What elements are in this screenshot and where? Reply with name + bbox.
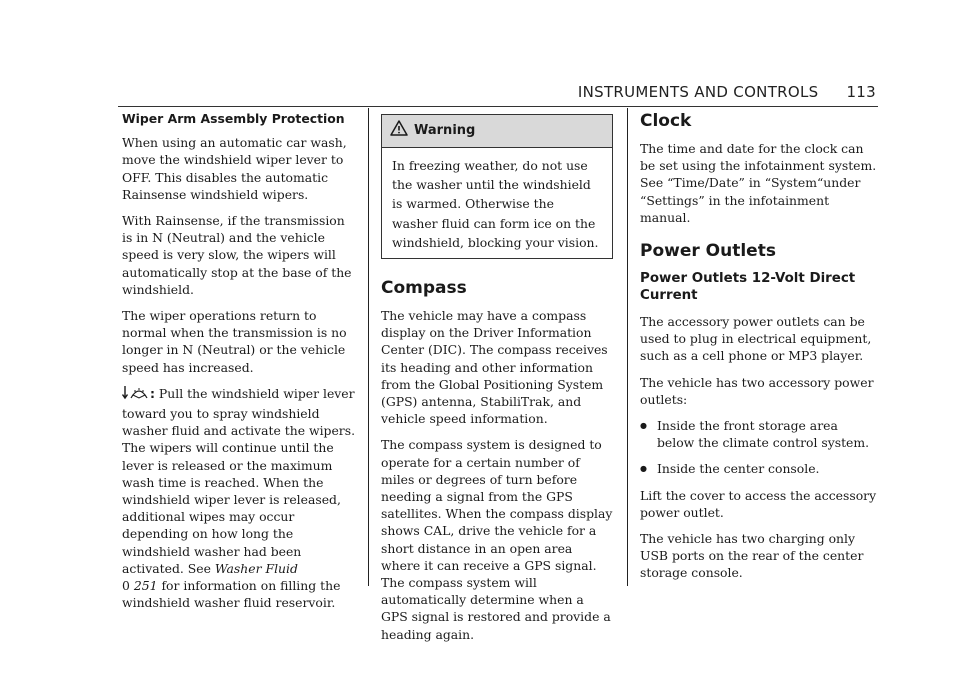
paragraph: The compass system is designed to operate for a certain number of miles or degrees of turn before needing a signal from the GPS satellites. When the compass display shows CAL, drive the vehicle for a short distance in an open area where it can receive a GPS signal. The compass system will automatically determine when a GPS signal is restored and provide a heading again. xyxy=(381,437,613,642)
washer-paragraph xyxy=(122,385,356,612)
list-item-text: Inside the front storage area below the climate control system. xyxy=(657,418,870,451)
washer-colon: : xyxy=(150,385,155,401)
compass-heading: Compass xyxy=(381,278,467,299)
washer-fluid-link[interactable]: Washer Fluid xyxy=(214,560,298,576)
washer-instructions: Pull the windshield wiper lever toward you to spray windshield washer fluid and activate the wipers. The wipers will continue until the lever is released or the maximum wash time is reached. When the windshield wiper lever is released, additional wipes may occur depending on how long the windshield washer had been activated. See xyxy=(122,385,356,576)
warning-triangle-icon xyxy=(390,120,414,141)
list-item xyxy=(640,460,878,477)
warning-box xyxy=(381,114,613,259)
washer-instructions-tail: for information on filling the windshield washer fluid reservoir. xyxy=(122,578,341,611)
column-divider xyxy=(368,108,369,586)
list-item-text: Inside the center console. xyxy=(657,461,820,477)
warning-text: In freezing weather, do not use the washer until the windshield is warmed. Otherwise the washer fluid can form ice on the windshield, blocking your vision. xyxy=(392,158,599,250)
power-outlets-subheading: Power Outlets 12-Volt Direct Current xyxy=(640,271,856,304)
list-item xyxy=(640,417,878,451)
running-header xyxy=(578,83,876,101)
page-ref-symbol: 0 xyxy=(122,578,130,594)
section-title: INSTRUMENTS AND CONTROLS xyxy=(577,83,819,101)
paragraph: The accessory power outlets can be used to plug in electrical equipment, such as a cell phone or MP3 player. xyxy=(640,314,872,364)
column-divider xyxy=(627,108,628,586)
header-rule xyxy=(118,106,878,107)
paragraph: Lift the cover to access the accessory power outlet. xyxy=(640,487,877,520)
warning-header xyxy=(382,115,612,148)
paragraph: The time and date for the clock can be set using the infotainment system. See “Time/Date” in “System“under “Settings” in the infotainment manual. xyxy=(640,141,877,225)
paragraph: The vehicle may have a compass display on the Driver Information Center (DIC). The compass receives its heading and other information from the Global Positioning System (GPS) antenna, StabiliTrak, and vehicle speed information. xyxy=(381,308,608,427)
paragraph: The vehicle has two charging only USB ports on the rear of the center storage console. xyxy=(640,531,864,581)
bullet-mark: ● xyxy=(640,464,647,474)
clock-heading: Clock xyxy=(640,111,692,131)
column-1 xyxy=(122,110,356,620)
wiper-protection-heading: Wiper Arm Assembly Protection xyxy=(122,111,345,126)
paragraph: The wiper operations return to normal when the transmission is no longer in N (Neutral) or the vehicle speed has increased. xyxy=(122,308,347,375)
warning-title: Warning xyxy=(414,123,476,139)
column-3 xyxy=(640,110,878,591)
paragraph: With Rainsense, if the transmission is in N (Neutral) and the vehicle speed is very slow, the wipers will automatically stop at the base of the windshield. xyxy=(122,213,352,297)
power-outlets-heading: Power Outlets xyxy=(640,241,776,262)
windshield-washer-icon xyxy=(122,385,150,405)
paragraph: When using an automatic car wash, move the windshield wiper lever to OFF. This disables the automatic Rainsense windshield wipers. xyxy=(122,135,347,202)
page-ref-number[interactable]: 251 xyxy=(133,578,158,594)
column-2 xyxy=(381,110,613,652)
bullet-mark: ● xyxy=(640,421,647,431)
paragraph: The vehicle has two accessory power outlets: xyxy=(640,374,874,407)
page-number: 113 xyxy=(846,83,876,101)
